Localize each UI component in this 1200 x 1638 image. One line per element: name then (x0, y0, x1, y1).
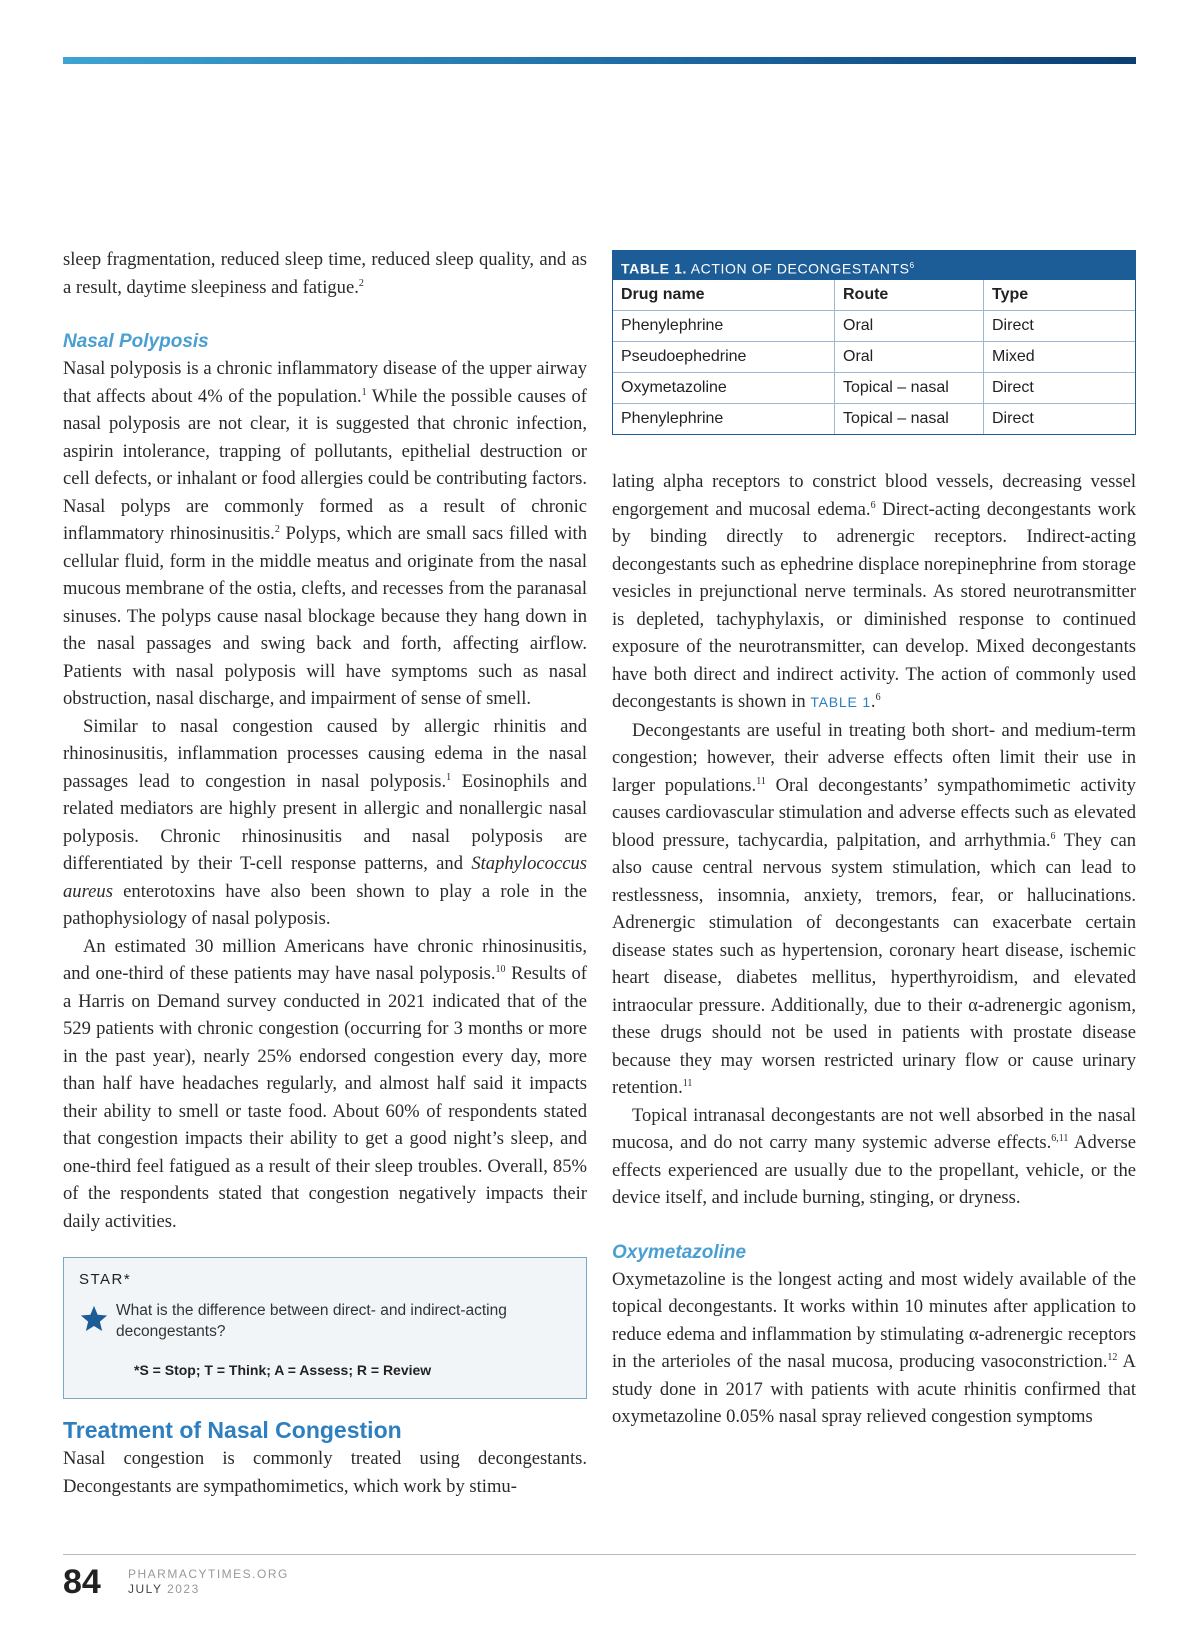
topical-paragraph: Topical intranasal decongestants are not well absorbed in the nasal mucosa, and do not carry many systemic adverse effects.$^{6,11}$ Adverse effects experienced are usually due to the propellant, vehicle, or the device itself, and include burning, stinging, or dryness. (612, 1104, 1136, 1208)
table-cell: Oral (834, 311, 983, 341)
right-column (612, 468, 1136, 1431)
page-number: 84 (63, 1563, 101, 1601)
polyposis-paragraph-2: Similar to nasal congestion caused by allergic rhinitis and rhinosinusitis, inflammation processes causing edema in the nasal passages lead to congestion in nasal polyposis.$^1$ Eosinophils and related mediators are highly present in allergic and nonallergic nasal polyposis. Chronic rhinosinusitis and nasal polyposis are differentiated by their T-cell response patterns, and Staphylococcus aureus enterotoxins have also been shown to play a role in the pathophysiology of nasal polyposis. (63, 715, 587, 929)
publication-info (128, 1567, 289, 1597)
table-header-cell: Type (983, 280, 1135, 310)
table-cell: Topical – nasal (834, 404, 983, 434)
table-cell: Phenylephrine (621, 317, 724, 334)
table-row (613, 372, 1135, 403)
star-title: STAR* (79, 1271, 132, 1288)
top-accent-bar (63, 57, 1136, 64)
table-row (613, 403, 1135, 434)
footer-divider (63, 1554, 1136, 1555)
table-cell: Topical – nasal (834, 373, 983, 403)
star-legend: *S = Stop; T = Think; A = Assess; R = Review (134, 1361, 432, 1378)
table-cell: Oxymetazoline (621, 379, 727, 396)
treatment-heading: Treatment of Nasal Congestion (63, 1417, 402, 1443)
table-cell: Direct (983, 311, 1135, 341)
table-header-cell: Drug name (621, 286, 705, 303)
table-header-row (613, 280, 1135, 310)
adverse-effects-paragraph: Decongestants are useful in treating both short- and medium-term congestion; however, their adverse effects often limit their use in larger populations.$^{11}$ Oral decongestants’ sympathomimetic activity causes cardiovascular stimulation and adverse effects such as elevated blood pressure, tachycardia, palpitation, and arrhythmia.$^6$ They can also cause central nervous system stimulation, which can lead to restlessness, insomnia, anxiety, tremors, fear, or hallucinations. Adrenergic stimulation of decongestants can exacerbate certain disease states such as hypertension, coronary heart disease, ischemic heart disease, diabetes mellitus, hyperthyroidism, and elevated intraocular pressure. Additionally, due to their α-adrenergic agonism, these drugs should not be used in patients with prostate disease because they may worsen restricted urinary flow or cause urinary retention.$^{11}$ (612, 719, 1136, 1098)
star-callout-box (63, 1257, 587, 1399)
polyposis-paragraph-3: An estimated 30 million Americans have chronic rhinosinusitis, and one-third of these patients may have nasal polyposis.$^{10}$ Results of a Harris on Demand survey conducted in 2021 indicated that of the 529 patients with chronic congestion (occurring for 3 months or more in the past year), nearly 25% endorsed congestion every day, more than half have headaches regularly, and almost half said it impacts their ability to smell or taste food. About 60% of respondents stated that congestion impacts their ability to get a good night’s sleep, and one-third feel fatigued as a result of their sleep troubles. Overall, 85% of the respondents stated that congestion negatively impacts their daily activities. (63, 935, 587, 1232)
oxymetazoline-paragraph: Oxymetazoline is the longest acting and most widely available of the topical decongestants. It works within 10 minutes after application to reduce edema and inflammation by stimulating α-adrenergic receptors in the arterioles of the nasal mucosa, producing vasoconstriction.$^{12}$ A study done in 2017 with patients with acute rhinitis confirmed that oxymetazoline 0.05% nasal spray relieved congestion symptoms (612, 1268, 1136, 1427)
star-question: What is the difference between direct- and indirect-acting decongestants? (116, 1301, 507, 1340)
nasal-polyposis-heading: Nasal Polyposis (63, 331, 209, 352)
mechanism-paragraph: lating alpha receptors to constrict blood vessels, decreasing vessel engorgement and mucosal edema.$^6$ Direct-acting decongestants work by binding directly to adrenergic receptors. Indirect-acting decongestants such as ephedrine displace norepinephrine from storage vesicles in prejunctional nerve terminals. As stored neurotransmitter is depleted, tachyphylaxis, or diminished response to continued exposure of the neurotransmitter, can develop. Mixed decongestants have both direct and indirect activity. The action of commonly used decongestants is shown in TABLE 1.$^6$ (612, 471, 1136, 712)
table-cell: Pseudoephedrine (621, 348, 747, 365)
left-column (63, 246, 587, 1500)
table-1-link[interactable]: TABLE 1 (810, 694, 871, 710)
oxymetazoline-heading: Oxymetazoline (612, 1241, 747, 1263)
table-cell: Mixed (983, 342, 1135, 372)
intro-paragraph: sleep fragmentation, reduced sleep time, reduced sleep quality, and as a result, daytime sleepiness and fatigue.$^2$ (63, 249, 587, 298)
site-name: PHARMACYTIMES.ORG (128, 1567, 289, 1581)
table-row (613, 341, 1135, 372)
table-cell: Direct (983, 404, 1135, 434)
table-header-cell: Route (834, 280, 983, 310)
star-icon (79, 1304, 109, 1334)
polyposis-paragraph-1: Nasal polyposis is a chronic inflammatory disease of the upper airway that affects about 4% of the population.$^1$ While the possible causes of nasal polyposis are not clear, it is suggested that chronic infection, aspirin intolerance, trapping of pollutants, epithelial destruction or cell defects, or inhalant or food allergies could be contributing factors. Nasal polyps are commonly formed as a result of chronic inflammatory rhinosinusitis.$^2$ Polyps, which are small sacs filled with cellular fluid, form in the middle meatus and originate from the nasal mucous membrane of the ostia, clefts, and recesses from the paranasal sinuses. The polyps cause nasal blockage because they hang down in the nasal passages and swing back and forth, affecting airflow. Patients with nasal polyposis will have symptoms such as nasal obstruction, nasal discharge, and impairment of sense of smell. (63, 358, 587, 709)
table-cell: Phenylephrine (621, 410, 724, 427)
issue-date: JULY 2023 (128, 1582, 200, 1596)
decongestants-table (612, 250, 1136, 435)
table-cell: Oral (834, 342, 983, 372)
table-row (613, 310, 1135, 341)
table-title: TABLE 1. ACTION OF DECONGESTANTS$^6$ (613, 251, 1135, 280)
treatment-paragraph: Nasal congestion is commonly treated using decongestants. Decongestants are sympathomimetics, which work by stimu- (63, 1448, 587, 1497)
table-cell: Direct (983, 373, 1135, 403)
